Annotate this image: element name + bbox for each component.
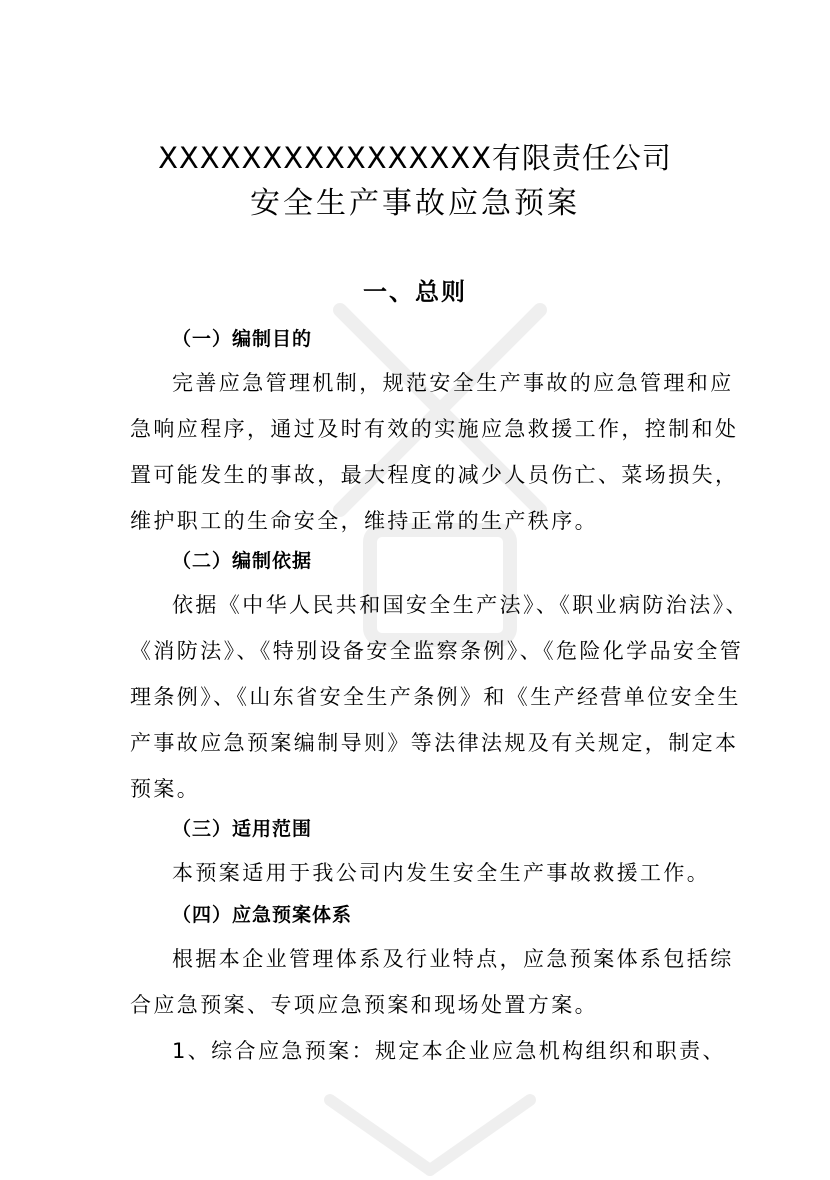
system-line-3: 1、综合应急预案：规定本企业应急机构组织和职责、 (172, 1039, 726, 1063)
system-line-2: 合应急预案、专项应急预案和现场处置方案。 (130, 993, 598, 1017)
subheading-purpose: （一）编制目的 (172, 328, 313, 350)
watermark-bottom-icon (300, 1080, 560, 1180)
basis-line-1: 依据《中华人民共和国安全生产法》、《职业病防治法》、 (172, 593, 749, 617)
subheading-scope: （三）适用范围 (172, 818, 313, 840)
section-heading-general: 一、总则 (363, 278, 467, 306)
basis-line-5: 预案。 (130, 777, 201, 801)
purpose-line-1: 完善应急管理机制，规范安全生产事故的应急管理和应 (172, 371, 734, 395)
system-line-1: 根据本企业管理体系及行业特点，应急预案体系包括综 (172, 947, 734, 971)
basis-line-2: 《消防法》、《特别设备安全监察条例》、《危险化学品安全管 (130, 639, 744, 663)
purpose-line-4: 维护职工的生命安全，维持正常的生产秩序。 (130, 509, 598, 533)
basis-line-4: 产事故应急预案编制导则》等法律法规及有关规定，制定本 (130, 731, 739, 755)
purpose-line-2: 急响应程序，通过及时有效的实施应急救援工作，控制和处 (130, 417, 739, 441)
subheading-basis: （二）编制依据 (172, 550, 313, 572)
company-title: XXXXXXXXXXXXXXXX有限责任公司 (158, 141, 672, 175)
purpose-line-3: 置可能发生的事故，最大程度的减少人员伤亡、菜场损失， (130, 463, 739, 487)
subheading-system: （四）应急预案体系 (172, 904, 353, 926)
plan-title: 安全生产事故应急预案 (250, 186, 580, 221)
basis-line-3: 理条例》、《山东省安全生产条例》和《生产经营单位安全生 (130, 685, 741, 709)
scope-line-1: 本预案适用于我公司内发生安全生产事故救援工作。 (172, 861, 711, 885)
